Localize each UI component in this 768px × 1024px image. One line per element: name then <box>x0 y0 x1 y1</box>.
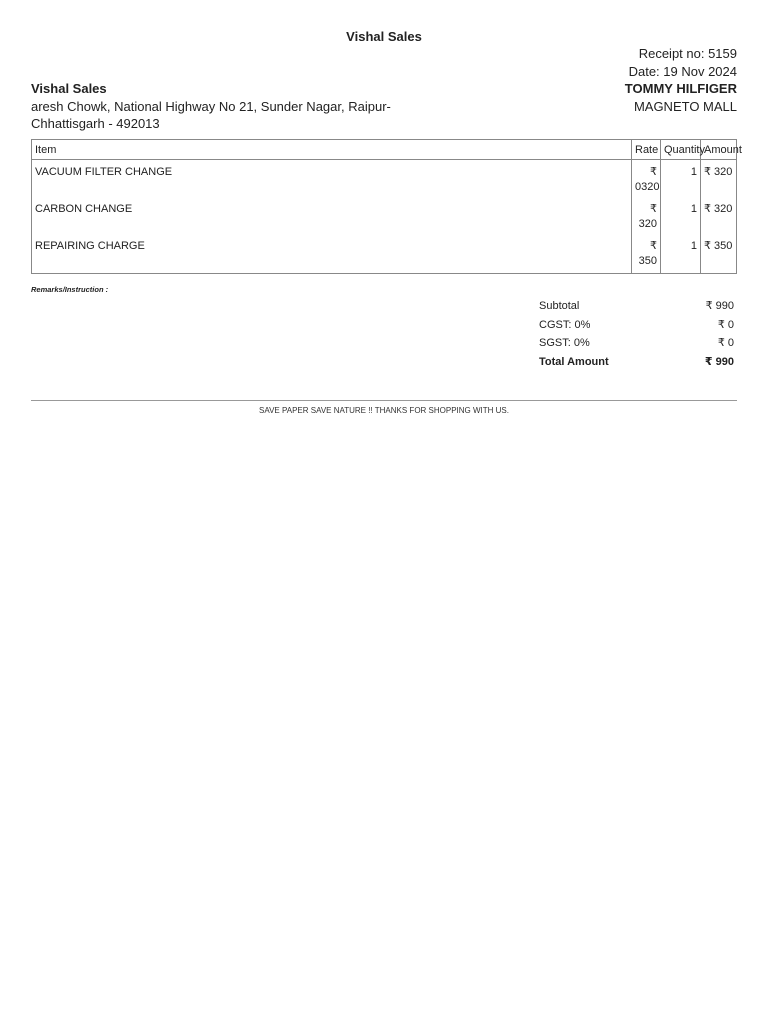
cgst-label: CGST: 0% <box>539 318 591 331</box>
sgst-label: SGST: 0% <box>539 337 590 350</box>
sgst-value: ₹ 0 <box>717 337 734 350</box>
total-row <box>539 353 737 372</box>
rate-value: 0320 <box>635 181 660 193</box>
footer-divider <box>31 400 737 401</box>
footer-note: SAVE PAPER SAVE NATURE !! THANKS FOR SHOPPING WITH US. <box>259 406 509 415</box>
seller-address-line2: Chhattisgarh - 492013 <box>31 116 160 131</box>
cgst-value: ₹ 0 <box>717 318 734 331</box>
column-header-item: Item <box>32 140 632 160</box>
table-header-row <box>32 140 737 160</box>
column-header-amount: Amount <box>701 140 737 160</box>
item-name: CARBON CHANGE <box>32 198 632 235</box>
remarks-label: Remarks/Instruction : <box>31 285 109 294</box>
rate-currency: ₹ <box>650 203 657 215</box>
subtotal-value: ₹ 990 <box>705 300 734 313</box>
table-row <box>32 198 737 235</box>
rate-currency: ₹ <box>650 166 657 178</box>
store-location: MAGNETO MALL <box>633 98 737 114</box>
total-label: Total Amount <box>539 356 609 369</box>
item-amount: ₹ 320 <box>701 198 737 235</box>
sgst-row <box>539 334 737 353</box>
totals-table <box>539 297 737 371</box>
item-rate <box>632 198 661 235</box>
page-title: Vishal Sales <box>346 29 422 44</box>
receipt-number: Receipt no: 5159 <box>638 46 737 61</box>
total-value: ₹ 990 <box>704 356 734 369</box>
seller-info <box>31 80 391 133</box>
column-header-quantity: Quantity <box>661 140 701 160</box>
receipt-meta <box>625 45 737 115</box>
item-quantity: 1 <box>661 235 701 274</box>
seller-address-line1: aresh Chowk, National Highway No 21, Sunder Nagar, Raipur- <box>31 98 391 114</box>
table-row <box>32 235 737 274</box>
item-quantity: 1 <box>661 160 701 199</box>
rate-value: 320 <box>638 218 657 230</box>
subtotal-label: Subtotal <box>539 300 580 313</box>
item-amount: ₹ 350 <box>701 235 737 274</box>
item-name: VACUUM FILTER CHANGE <box>32 160 632 199</box>
seller-name: Vishal Sales <box>31 81 107 96</box>
item-quantity: 1 <box>661 198 701 235</box>
receipt-date: Date: 19 Nov 2024 <box>628 63 737 79</box>
table-row <box>32 160 737 199</box>
item-name: REPAIRING CHARGE <box>32 235 632 274</box>
rate-value: 350 <box>638 255 657 267</box>
item-amount: ₹ 320 <box>701 160 737 199</box>
item-rate <box>632 235 661 274</box>
subtotal-row <box>539 297 737 316</box>
rate-currency: ₹ <box>650 240 657 252</box>
item-rate <box>632 160 661 199</box>
column-header-rate: Rate <box>632 140 661 160</box>
store-brand: TOMMY HILFIGER <box>624 81 737 96</box>
items-table <box>31 139 742 274</box>
cgst-row <box>539 316 737 335</box>
